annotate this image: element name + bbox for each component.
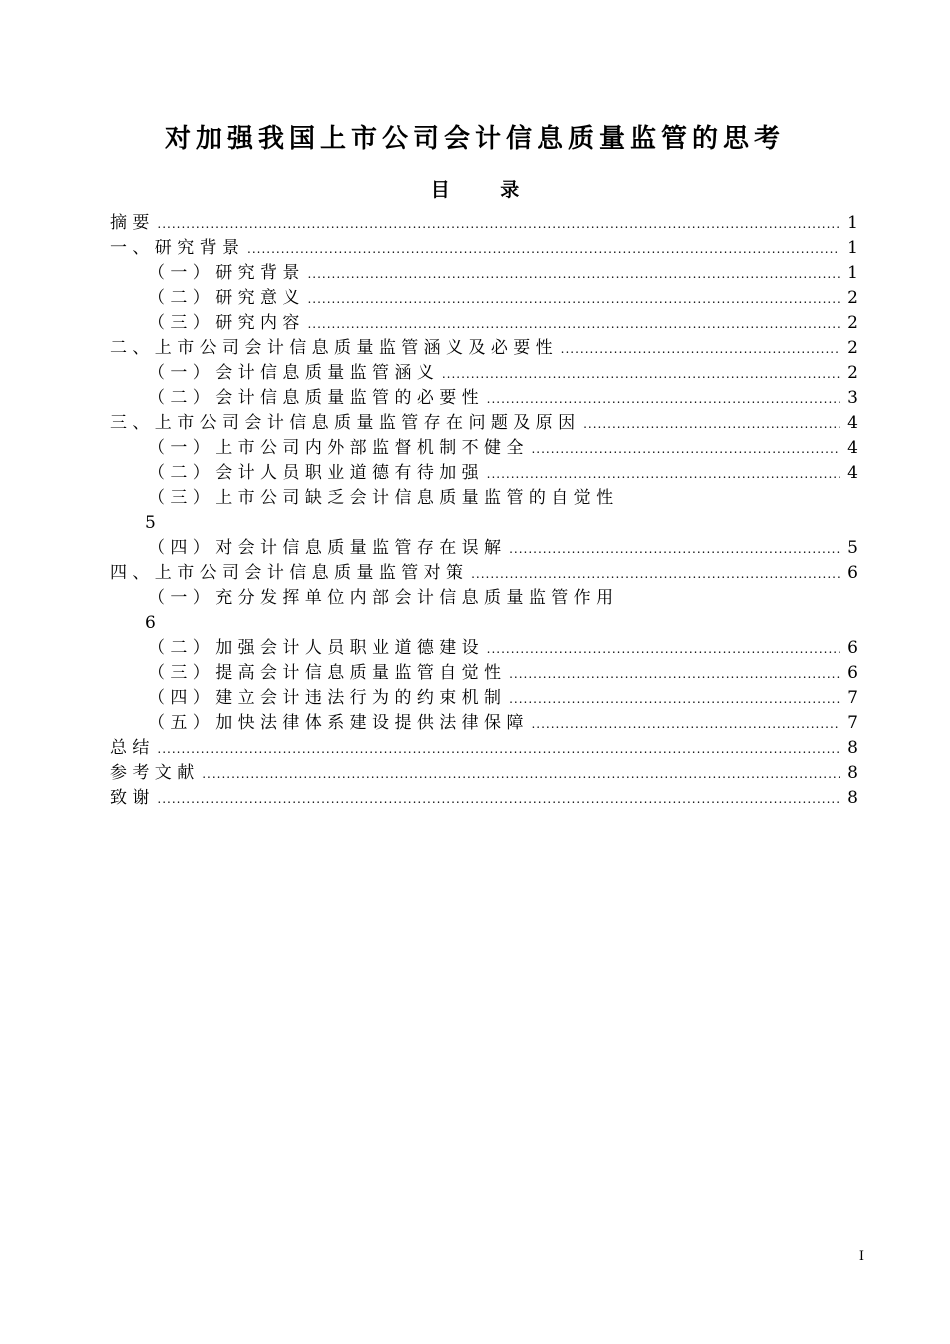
- toc-leader-dots: [307, 312, 840, 337]
- toc-entry-page: 2: [847, 338, 858, 358]
- toc-leader-dots: [471, 562, 840, 587]
- toc-entry-label: （ 二 ） 会 计 信 息 质 量 监 管 的 必 要 性: [148, 388, 479, 408]
- toc-entry-page: 4: [847, 413, 858, 433]
- toc-entry-page: 2: [847, 313, 858, 333]
- toc-entry-label: （ 五 ） 加 快 法 律 体 系 建 设 提 供 法 律 保 障: [148, 713, 524, 733]
- toc-entry-label: 二 、 上 市 公 司 会 计 信 息 质 量 监 管 涵 义 及 必 要 性: [110, 338, 553, 358]
- toc-entry[interactable]: [110, 361, 858, 386]
- toc-leader-dots: [157, 737, 840, 762]
- toc-entry-label: 总 结: [110, 738, 150, 758]
- toc-entry-page: 8: [847, 788, 858, 808]
- toc-entry-label: （ 四 ） 对 会 计 信 息 质 量 监 管 存 在 误 解: [148, 538, 502, 558]
- toc-entry-label: （ 一 ） 会 计 信 息 质 量 监 管 涵 义: [148, 363, 434, 383]
- toc-entry[interactable]: [110, 261, 858, 286]
- toc-entry[interactable]: [110, 761, 858, 786]
- toc-entry-label: （ 一 ） 研 究 背 景: [148, 263, 300, 283]
- toc-entry-page: 2: [847, 363, 858, 383]
- toc-leader-dots: [531, 712, 840, 737]
- toc-entry[interactable]: [110, 386, 858, 411]
- toc-entry[interactable]: [110, 636, 858, 661]
- toc-leader-dots: [531, 437, 840, 462]
- toc-entry-label: （ 一 ） 上 市 公 司 内 外 部 监 督 机 制 不 健 全: [148, 438, 524, 458]
- toc-entry-page: 6: [145, 613, 156, 633]
- toc-entry[interactable]: [110, 586, 858, 611]
- toc-entry[interactable]: [110, 236, 858, 261]
- toc-entry-label: 参 考 文 献: [110, 763, 195, 783]
- toc-entry[interactable]: [110, 686, 858, 711]
- toc-entry-page: 5: [145, 513, 156, 533]
- toc-heading: 目 录: [430, 179, 542, 201]
- toc-leader-dots: [509, 537, 840, 562]
- toc-entry[interactable]: [110, 711, 858, 736]
- toc-entry-page: 8: [847, 738, 858, 758]
- toc-entry-label: 四 、 上 市 公 司 会 计 信 息 质 量 监 管 对 策: [110, 563, 464, 583]
- toc-entry-page: 3: [847, 388, 858, 408]
- toc-leader-dots: [509, 662, 840, 687]
- toc-leader-dots: [583, 412, 840, 437]
- document-title: 对加强我国上市公司会计信息质量监管的思考: [164, 124, 785, 154]
- toc-leader-dots: [202, 762, 840, 787]
- toc-entry-page: 7: [847, 713, 858, 733]
- toc-leader-dots: [157, 787, 840, 812]
- toc-entry[interactable]: [110, 536, 858, 561]
- toc-entry[interactable]: [110, 486, 858, 511]
- toc-entry-page: 6: [847, 663, 858, 683]
- toc-entry-page: 4: [847, 438, 858, 458]
- toc-entry[interactable]: [110, 336, 858, 361]
- toc-entry-label: （ 四 ） 建 立 会 计 违 法 行 为 的 约 束 机 制: [148, 688, 502, 708]
- toc-entry-label: （ 二 ） 研 究 意 义: [148, 288, 300, 308]
- toc-leader-dots: [509, 687, 840, 712]
- toc-entry-page: 4: [847, 463, 858, 483]
- toc-entry[interactable]: [110, 311, 858, 336]
- toc-leader-dots: [561, 337, 840, 362]
- toc-entry-label: （ 三 ） 上 市 公 司 缺 乏 会 计 信 息 质 量 监 管 的 自 觉 性: [148, 488, 614, 508]
- toc-entry-label: 致 谢: [110, 788, 150, 808]
- toc-entry-page: 6: [847, 563, 858, 583]
- toc-entry[interactable]: [110, 286, 858, 311]
- toc-entry-label: （ 三 ） 研 究 内 容: [148, 313, 300, 333]
- table-of-contents: [110, 211, 858, 811]
- toc-entry[interactable]: [110, 736, 858, 761]
- toc-entry-label: （ 二 ） 会 计 人 员 职 业 道 德 有 待 加 强: [148, 463, 479, 483]
- toc-entry-page: 6: [847, 638, 858, 658]
- toc-entry-label: （ 二 ） 加 强 会 计 人 员 职 业 道 德 建 设: [148, 638, 479, 658]
- toc-entry-page: 1: [847, 263, 858, 283]
- toc-entry[interactable]: [110, 436, 858, 461]
- toc-entry-page: 1: [847, 213, 858, 233]
- toc-entry[interactable]: [110, 786, 858, 811]
- toc-leader-dots: [487, 637, 840, 662]
- toc-entry-label: 三 、 上 市 公 司 会 计 信 息 质 量 监 管 存 在 问 题 及 原 因: [110, 413, 576, 433]
- toc-entry-page: 5: [847, 538, 858, 558]
- page-number: I: [858, 1249, 864, 1264]
- toc-entry-page: 2: [847, 288, 858, 308]
- toc-entry-page: 7: [847, 688, 858, 708]
- toc-entry-page: 1: [847, 238, 858, 258]
- toc-entry[interactable]: [110, 211, 858, 236]
- toc-leader-dots: [157, 212, 840, 237]
- toc-entry-page: 8: [847, 763, 858, 783]
- toc-entry[interactable]: [110, 411, 858, 436]
- toc-entry-label: （ 三 ） 提 高 会 计 信 息 质 量 监 管 自 觉 性: [148, 663, 502, 683]
- toc-leader-dots: [307, 262, 840, 287]
- toc-entry[interactable]: [110, 661, 858, 686]
- toc-entry[interactable]: [110, 561, 858, 586]
- toc-entry[interactable]: [110, 461, 858, 486]
- toc-entry-label: （ 一 ） 充 分 发 挥 单 位 内 部 会 计 信 息 质 量 监 管 作 用: [148, 588, 614, 608]
- toc-leader-dots: [307, 287, 840, 312]
- toc-leader-dots: [487, 462, 840, 487]
- toc-entry-label: 摘 要: [110, 213, 150, 233]
- toc-entry-label: 一 、 研 究 背 景: [110, 238, 240, 258]
- toc-leader-dots: [487, 387, 840, 412]
- toc-leader-dots: [442, 362, 840, 387]
- toc-leader-dots: [247, 237, 840, 262]
